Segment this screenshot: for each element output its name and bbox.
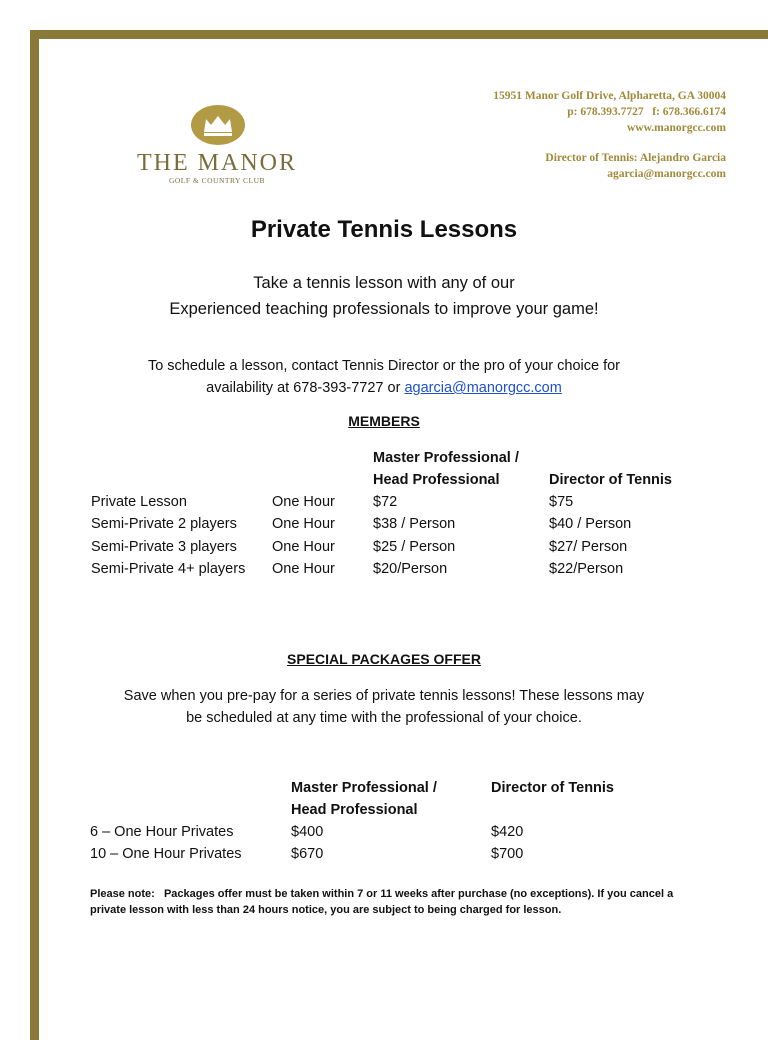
packages-col-master	[291, 777, 437, 821]
schedule-line-1: To schedule a lesson, contact Tennis Director or the pro of your choice for	[147, 358, 621, 374]
special-line-1: Save when you pre-pay for a series of private tennis lessons! These lessons may	[123, 688, 645, 704]
packages-col-master-line-1: Master Professional /	[291, 780, 437, 796]
lesson-type: Semi-Private 3 players	[91, 539, 237, 555]
crown-emblem-icon	[190, 104, 246, 146]
special-line-2: be scheduled at any time with the professional of your choice.	[186, 710, 582, 726]
policy-note	[90, 886, 690, 918]
lesson-duration: One Hour	[272, 516, 335, 532]
package-name: 6 – One Hour Privates	[90, 824, 234, 840]
director-email[interactable]: agarcia@manorgcc.com	[607, 168, 726, 180]
address: 15951 Manor Golf Drive, Alpharetta, GA 30004	[493, 90, 726, 102]
club-logo	[112, 104, 322, 184]
members-heading: MEMBERS	[348, 413, 420, 429]
director-price: $40 / Person	[549, 516, 632, 532]
packages-col-director: Director of Tennis	[491, 780, 614, 796]
logo-name: THE MANOR	[137, 150, 297, 176]
schedule-text	[0, 355, 768, 399]
email-link[interactable]: agarcia@manorgcc.com	[404, 380, 562, 396]
master-price: $72	[373, 494, 398, 510]
lesson-duration: One Hour	[272, 494, 335, 510]
master-price: $38 / Person	[373, 516, 456, 532]
note-line-1: Please note: Packages offer must be taken within 7 or 11 weeks after purchase (no exceptions). If you cancel a	[90, 888, 674, 900]
master-price: $400	[291, 824, 324, 840]
packages-table	[0, 777, 768, 867]
director-name: Director of Tennis: Alejandro Garcia	[545, 152, 726, 164]
members-col-master	[373, 447, 519, 491]
logo-subtitle: GOLF & COUNTRY CLUB	[168, 176, 266, 185]
note-line-2: private lesson with less than 24 hours notice, you are subject to being charged for lesson.	[90, 904, 562, 916]
director-price: $420	[491, 824, 524, 840]
special-packages-text	[0, 685, 768, 729]
lesson-type: Private Lesson	[91, 494, 187, 510]
members-col-master-line-2: Head Professional	[373, 472, 500, 488]
intro-text	[0, 270, 768, 322]
website-link[interactable]: www.manorgcc.com	[626, 122, 726, 134]
lesson-duration: One Hour	[272, 561, 335, 577]
master-price: $20/Person	[373, 561, 448, 577]
package-name: 10 – One Hour Privates	[90, 846, 242, 862]
intro-line-2: Experienced teaching professionals to improve your game!	[169, 300, 599, 318]
director-price: $700	[491, 846, 524, 862]
master-price: $25 / Person	[373, 539, 456, 555]
director-price: $27/ Person	[549, 539, 628, 555]
lesson-duration: One Hour	[272, 539, 335, 555]
members-table	[0, 447, 768, 587]
lesson-type: Semi-Private 2 players	[91, 516, 237, 532]
page-title: Private Tennis Lessons	[250, 216, 518, 243]
members-col-director: Director of Tennis	[549, 472, 672, 488]
schedule-line-2	[0, 377, 768, 399]
packages-col-master-line-2: Head Professional	[291, 802, 418, 818]
members-col-master-line-1: Master Professional /	[373, 450, 519, 466]
director-price: $22/Person	[549, 561, 624, 577]
intro-line-1: Take a tennis lesson with any of our	[253, 274, 515, 292]
director-price: $75	[549, 494, 574, 510]
contact-block	[493, 88, 726, 182]
phone-fax: p: 678.393.7727 f: 678.366.6174	[567, 106, 726, 118]
special-packages-heading: SPECIAL PACKAGES OFFER	[287, 651, 481, 667]
lesson-type: Semi-Private 4+ players	[91, 561, 246, 577]
schedule-phone-text: availability at 678-393-7727 or	[206, 380, 405, 396]
master-price: $670	[291, 846, 324, 862]
